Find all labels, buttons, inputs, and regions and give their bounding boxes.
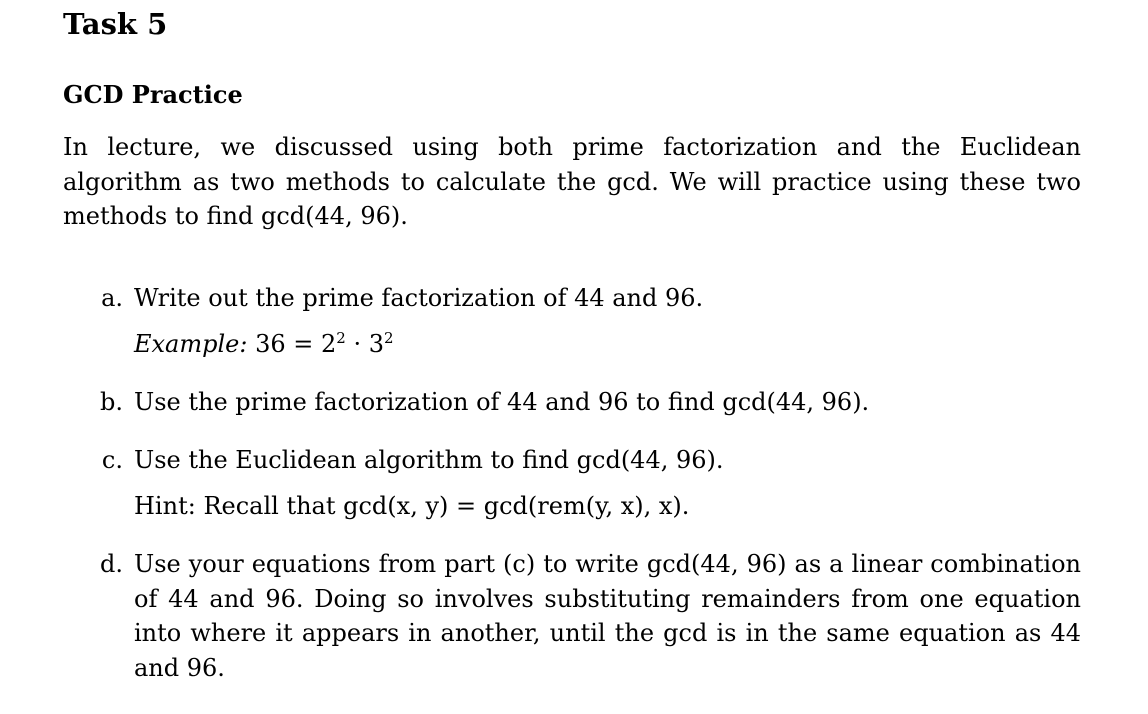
item-text: Use the Euclidean algorithm to find gcd(44, 96). — [134, 446, 724, 474]
item-marker: a. — [101, 284, 123, 312]
example-line — [134, 327, 394, 362]
example-label: Example: — [134, 330, 248, 358]
item-text: Use your equations from part (c) to write gcd(44, 96) as a linear combination of 44 and 96. Doing so involves substituting remainders from one equation into where it appears in another, until the gcd is in the same equation as 44 and 96. — [134, 550, 1081, 682]
item-marker: d. — [100, 550, 123, 578]
item-text: Write out the prime factorization of 44 and 96. — [134, 284, 704, 312]
hint-label: Hint: — [134, 492, 196, 520]
hint-text: Recall that gcd(x, y) = gcd(rem(y, x), x). — [203, 492, 690, 520]
section-title: GCD Practice — [63, 80, 243, 109]
hint-line — [134, 489, 689, 524]
task-title: Task 5 — [63, 7, 168, 41]
item-text: Use the prime factorization of 44 and 96 to find gcd(44, 96). — [134, 388, 870, 416]
example-mid: · 3 — [345, 330, 384, 358]
item-marker: b. — [100, 388, 123, 416]
example-exponent-2: 2 — [383, 329, 394, 347]
item-marker: c. — [101, 446, 123, 474]
example-lhs: 36 = 2 — [255, 330, 337, 358]
intro-paragraph: In lecture, we discussed using both prime factorization and the Euclidean algorithm as two methods to calculate the gcd. We will practice using these two methods to find gcd(44, 96). — [63, 133, 1081, 230]
example-exponent-1: 2 — [336, 329, 346, 347]
